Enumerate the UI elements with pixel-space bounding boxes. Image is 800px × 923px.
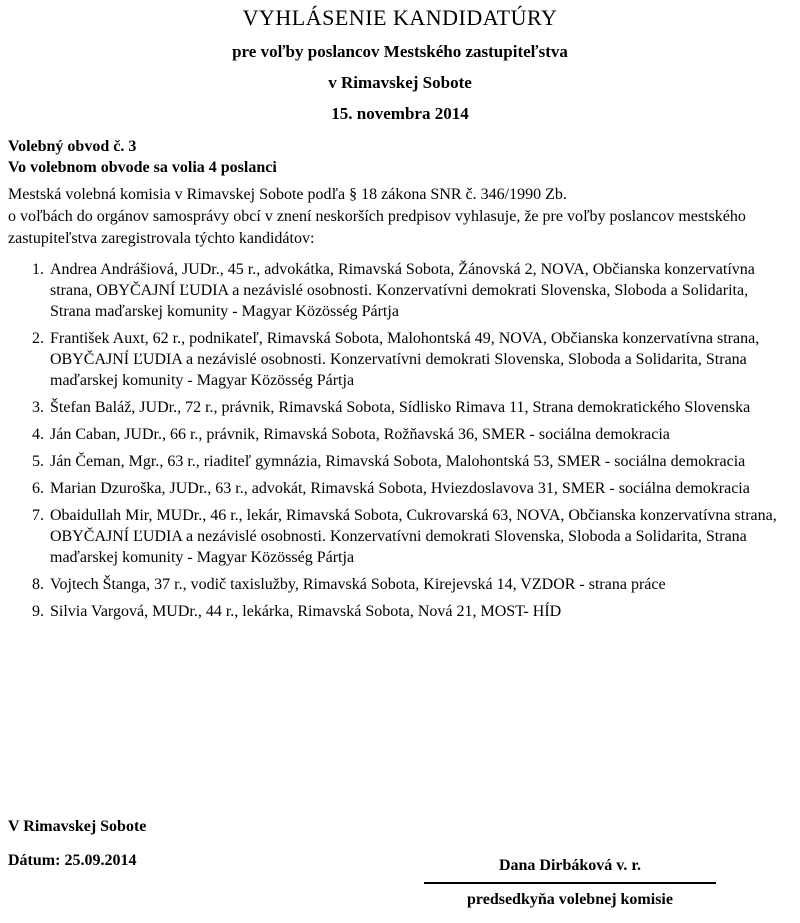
candidate-item-6: 6. Marian Dzuroška, JUDr., 63 r., advokát, Rimavská Sobota, Hviezdoslavova 31, SMER - sociálna demokracia bbox=[48, 478, 788, 499]
candidate-item-4: 4. Ján Caban, JUDr., 66 r., právnik, Rimavská Sobota, Rožňavská 36, SMER - sociálna demokracia bbox=[48, 424, 788, 445]
signature-line bbox=[424, 882, 716, 884]
candidate-item-1: 1. Andrea Andrášiová, JUDr., 45 r., advokátka, Rimavská Sobota, Žánovská 2, NOVA, Občianska konzervatívna strana, OBYČAJNÍ ĽUDIA a nezávislé osobnosti. Konzervatívni demokrati Slovenska, Sloboda a Solidarita, Strana maďarskej komunity - Magyar Közösség Pártja bbox=[48, 259, 788, 322]
candidate-item-3: 3. Štefan Baláž, JUDr., 72 r., právnik, Rimavská Sobota, Sídlisko Rimava 11, Strana demokratického Slovenska bbox=[48, 397, 788, 418]
intro-line-1: Mestská volebná komisia v Rimavskej Sobote podľa § 18 zákona SNR č. 346/1990 Zb. bbox=[8, 186, 567, 203]
signing-place: V Rimavskej Sobote bbox=[8, 818, 147, 835]
signatory-role: predsedkyňa volebnej komisie bbox=[467, 891, 673, 908]
district-info bbox=[8, 136, 800, 178]
election-date: 15. novembra 2014 bbox=[331, 104, 469, 123]
document-title: VYHLÁSENIE KANDIDATÚRY bbox=[242, 5, 558, 30]
district-number: Volebný obvod č. 3 bbox=[8, 138, 137, 155]
signature-block bbox=[424, 857, 716, 909]
candidate-item-8: 8. Vojtech Štanga, 37 r., vodič taxislužby, Rimavská Sobota, Kirejevská 14, VZDOR - strana práce bbox=[48, 574, 788, 595]
document-subtitle-city: v Rimavskej Sobote bbox=[328, 73, 472, 92]
candidate-item-7: 7. Obaidullah Mir, MUDr., 46 r., lekár, Rimavská Sobota, Cukrovarská 63, NOVA, Občianska konzervatívna strana, OBYČAJNÍ ĽUDIA a nezávislé osobnosti. Konzervatívni demokrati Slovenska, Sloboda a Solidarita, Strana maďarskej komunity - Magyar Közösség Pártja bbox=[48, 505, 788, 568]
intro-paragraph bbox=[8, 184, 790, 250]
document-subtitle-purpose: pre voľby poslancov Mestského zastupiteľstva bbox=[232, 42, 568, 61]
district-seats: Vo volebnom obvode sa volia 4 poslanci bbox=[8, 159, 277, 176]
candidate-item-2: 2. František Auxt, 62 r., podnikateľ, Rimavská Sobota, Malohontská 49, NOVA, Občianska konzervatívna strana, OBYČAJNÍ ĽUDIA a nezávislé osobnosti. Konzervatívni demokrati Slovenska, Sloboda a Solidarita, Strana maďarskej komunity - Magyar Közösség Pártja bbox=[48, 328, 788, 391]
intro-continuation: o voľbách do orgánov samosprávy obcí v znení neskorších predpisov vyhlasuje, že pre voľby poslancov mestského zastupiteľstva zaregistrovala týchto kandidátov: bbox=[8, 208, 746, 247]
candidate-list bbox=[0, 259, 788, 622]
candidate-item-9: 9. Silvia Vargová, MUDr., 44 r., lekárka, Rimavská Sobota, Nová 21, MOST- HÍD bbox=[48, 601, 788, 622]
candidate-item-5: 5. Ján Čeman, Mgr., 63 r., riaditeľ gymnázia, Rimavská Sobota, Malohontská 53, SMER - sociálna demokracia bbox=[48, 451, 788, 472]
signing-date: Dátum: 25.09.2014 bbox=[8, 852, 137, 869]
signatory-name: Dana Dirbáková v. r. bbox=[498, 857, 642, 874]
